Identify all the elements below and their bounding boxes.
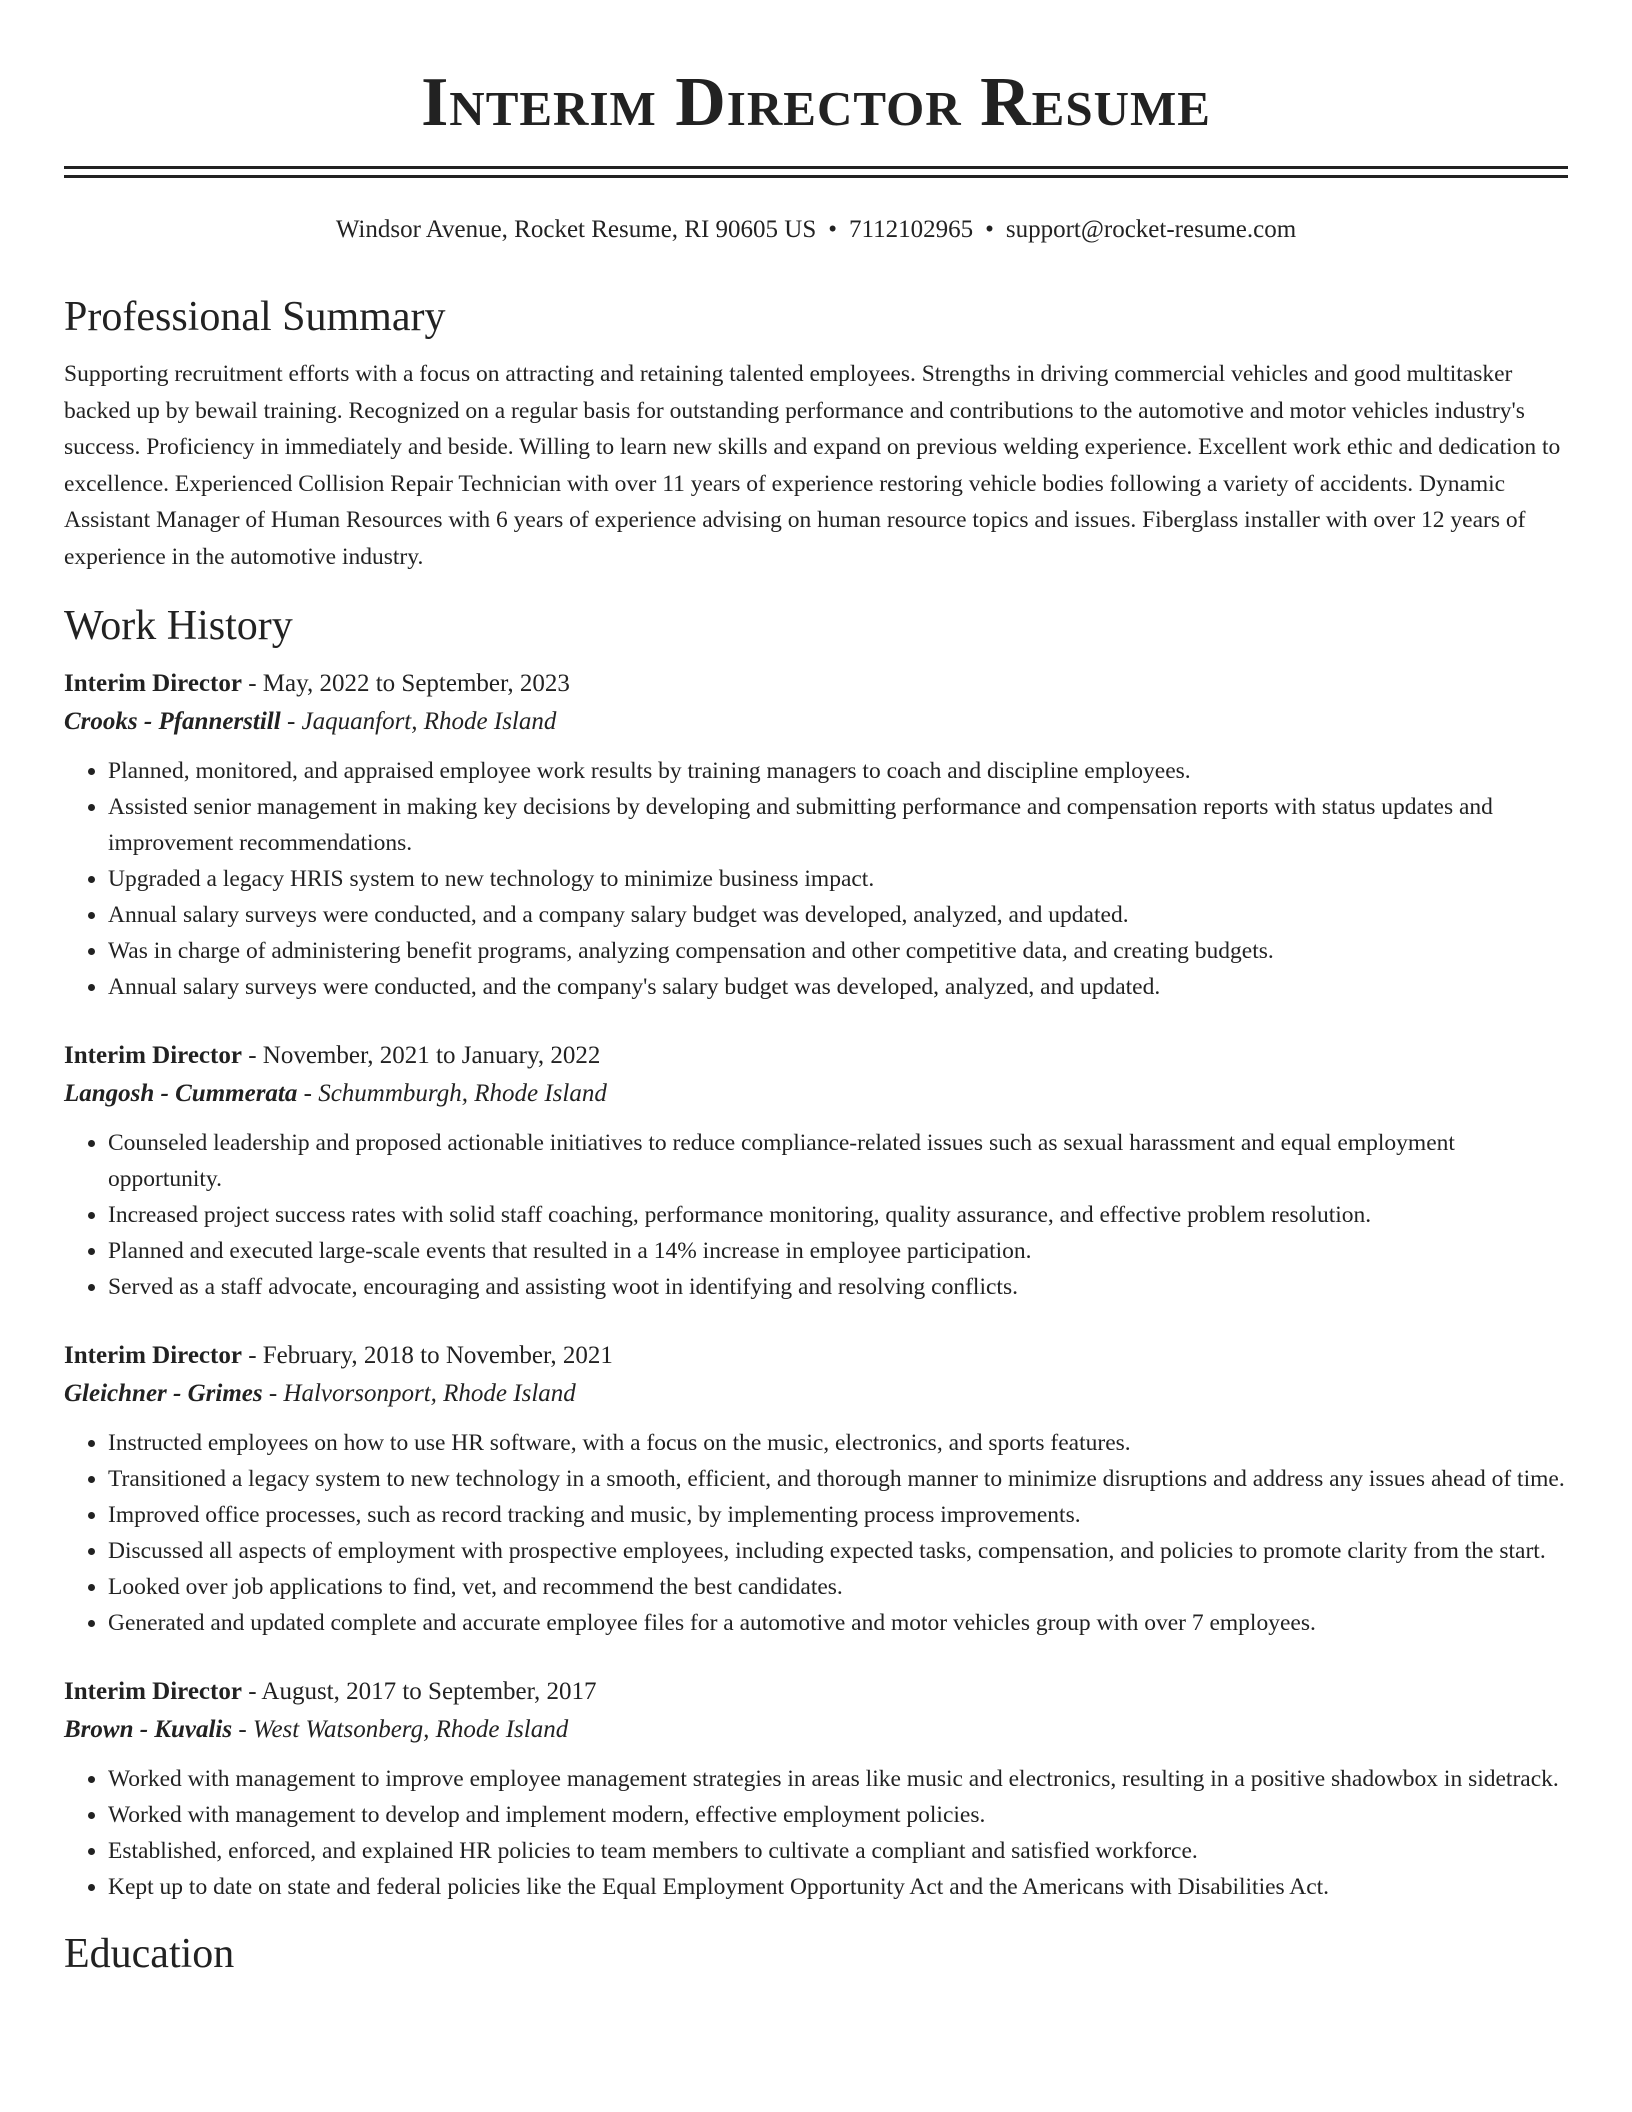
job-header — [64, 1673, 1568, 1711]
job-bullet: • Was in charge of administering benefit programs, analyzing compensation and other competitive data, and creating budgets. — [108, 933, 1568, 969]
company-header — [64, 1711, 1568, 1749]
job-bullet: • Counseled leadership and proposed actionable initiatives to reduce compliance-related issues such as sexual harassment and equal employment opportunity. — [108, 1125, 1568, 1197]
contact-separator: • — [828, 216, 838, 243]
job-bullet: • Assisted senior management in making key decisions by developing and submitting performance and compensation reports with status updates and improvement recommendations. — [108, 789, 1568, 861]
job-header — [64, 665, 1568, 703]
job-bullet: • Worked with management to improve employee management strategies in areas like music and electronics, resulting in a positive shadowbox in sidetrack. — [108, 1761, 1568, 1797]
company-location: - West Watsonberg, Rhode Island — [232, 1716, 569, 1743]
job-dates: - February, 2018 to November, 2021 — [241, 1342, 613, 1369]
contact-address: Windsor Avenue, Rocket Resume, RI 90605 US — [335, 216, 817, 243]
contact-email: support@rocket-resume.com — [1005, 216, 1297, 243]
work-history-heading: Work History — [64, 603, 293, 649]
company-header — [64, 1075, 1568, 1113]
job-bullet: • Planned, monitored, and appraised employee work results by training managers to coach and discipline employees. — [108, 753, 1568, 789]
job-title: Interim Director — [64, 1042, 242, 1069]
job-bullet: • Increased project success rates with solid staff coaching, performance monitoring, quality assurance, and effective problem resolution. — [108, 1197, 1568, 1233]
job-bullets — [64, 1761, 1568, 1905]
job-dates: - May, 2022 to September, 2023 — [241, 670, 570, 697]
job-bullet: • Annual salary surveys were conducted, and a company salary budget was developed, analyzed, and updated. — [108, 897, 1568, 933]
company-header — [64, 1375, 1568, 1413]
title-divider — [64, 166, 1568, 178]
job-dates: - August, 2017 to September, 2017 — [241, 1678, 597, 1705]
job-bullet: • Upgraded a legacy HRIS system to new technology to minimize business impact. — [108, 861, 1568, 897]
job-bullet: • Annual salary surveys were conducted, and the company's salary budget was developed, analyzed, and updated. — [108, 969, 1568, 1005]
company-name: Langosh - Cummerata — [64, 1080, 298, 1107]
job-header — [64, 1337, 1568, 1375]
company-name: Brown - Kuvalis — [64, 1716, 233, 1743]
job-bullet: • Worked with management to develop and implement modern, effective employment policies. — [108, 1797, 1568, 1833]
job-bullet: • Established, enforced, and explained HR policies to team members to cultivate a compliant and satisfied workforce. — [108, 1833, 1568, 1869]
contact-phone: 7112102965 — [849, 216, 974, 243]
job-header — [64, 1037, 1568, 1075]
job-bullet: • Instructed employees on how to use HR software, with a focus on the music, electronics, and sports features. — [108, 1425, 1568, 1461]
job-bullet: • Generated and updated complete and accurate employee files for a automotive and motor vehicles group with over 7 employees. — [108, 1605, 1568, 1641]
job-entry — [64, 1037, 1568, 1305]
job-bullet: • Looked over job applications to find, vet, and recommend the best candidates. — [108, 1569, 1568, 1605]
resume-page — [64, 0, 1568, 1979]
job-dates: - November, 2021 to January, 2022 — [241, 1042, 601, 1069]
job-bullet: • Transitioned a legacy system to new technology in a smooth, efficient, and thorough manner to minimize disruptions and address any issues ahead of time. — [108, 1461, 1568, 1497]
job-title: Interim Director — [64, 1678, 242, 1705]
job-bullet: • Planned and executed large-scale events that resulted in a 14% increase in employee participation. — [108, 1233, 1568, 1269]
job-bullets — [64, 753, 1568, 1005]
job-entry — [64, 1337, 1568, 1641]
company-location: - Schummburgh, Rhode Island — [297, 1080, 607, 1107]
job-bullet: • Discussed all aspects of employment with prospective employees, including expected tasks, compensation, and policies to promote clarity from the start. — [108, 1533, 1568, 1569]
company-location: - Jaquanfort, Rhode Island — [280, 708, 557, 735]
company-location: - Halvorsonport, Rhode Island — [262, 1380, 576, 1407]
education-heading: Education — [64, 1931, 235, 1977]
company-name: Crooks - Pfannerstill — [64, 708, 281, 735]
job-entry — [64, 1673, 1568, 1905]
job-title: Interim Director — [64, 1342, 242, 1369]
company-name: Gleichner - Grimes — [64, 1380, 263, 1407]
contact-line — [64, 214, 1568, 246]
contact-separator: • — [985, 216, 994, 243]
job-bullet: • Improved office processes, such as record tracking and music, by implementing process improvements. — [108, 1497, 1568, 1533]
job-title: Interim Director — [64, 670, 242, 697]
resume-title: Interim Director Resume — [421, 64, 1211, 141]
job-bullet: • Kept up to date on state and federal policies like the Equal Employment Opportunity Act and the Americans with Disabilities Act. — [108, 1869, 1568, 1905]
job-bullets — [64, 1125, 1568, 1305]
job-bullets — [64, 1425, 1568, 1641]
summary-text: Supporting recruitment efforts with a focus on attracting and retaining talented employees. Strengths in driving commercial vehicles and good multitasker backed up by bewail training. Recognized on a regular basis for outstanding performance and contributions to the automotive and motor vehicles industry's success. Proficiency in immediately and beside. Willing to learn new skills and expand on previous welding experience. Excellent work ethic and dedication to excellence. Experienced Collision Repair Technician with over 11 years of experience restoring vehicle bodies following a variety of accidents. Dynamic Assistant Manager of Human Resources with 6 years of experience advising on human resource topics and issues. Fiberglass installer with over 12 years of experience in the automotive industry. — [64, 361, 1561, 570]
summary-heading: Professional Summary — [64, 294, 446, 340]
company-header — [64, 703, 1568, 741]
job-entry — [64, 665, 1568, 1005]
job-bullet: • Served as a staff advocate, encouraging and assisting woot in identifying and resolving conflicts. — [108, 1269, 1568, 1305]
